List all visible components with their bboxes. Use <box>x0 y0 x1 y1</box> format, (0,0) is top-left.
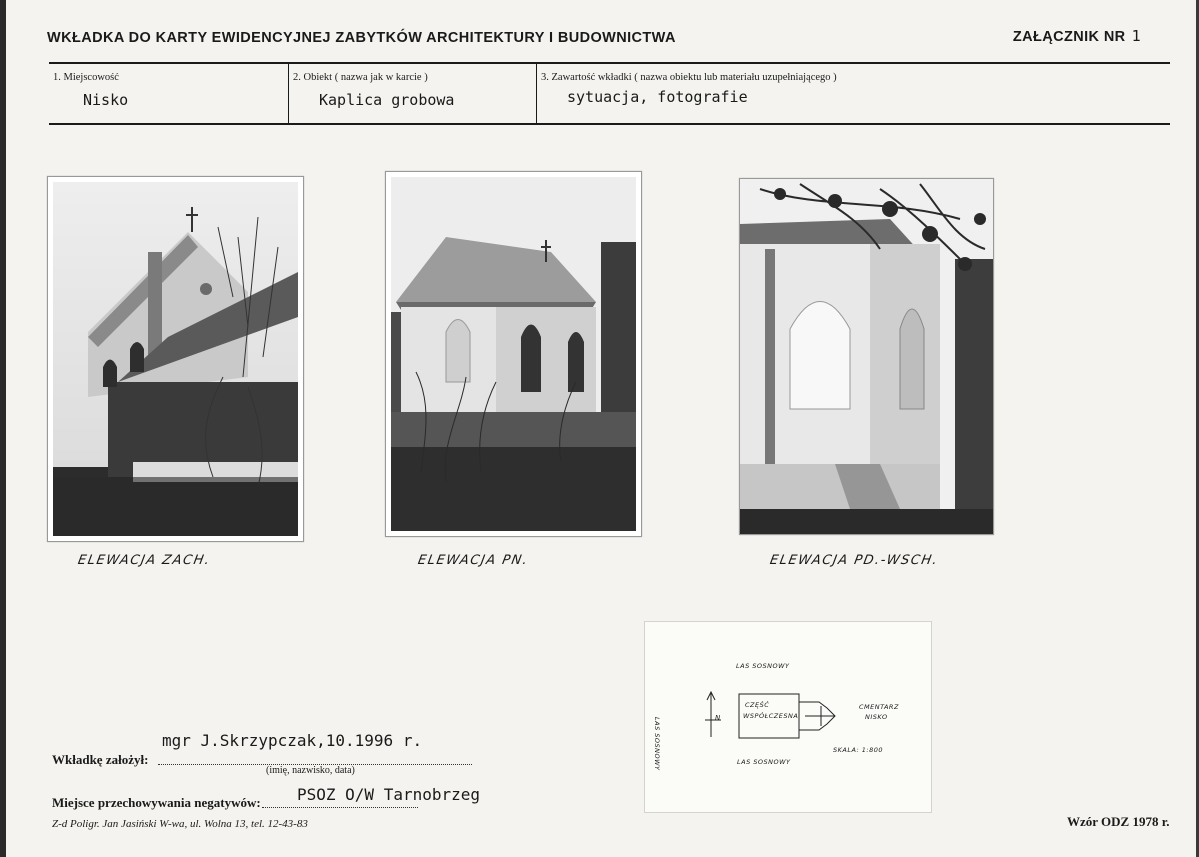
site-plan-north: N <box>715 714 721 722</box>
storage-value: PSOZ O/W Tarnobrzeg <box>297 785 481 804</box>
site-plan-right-label-1: CMENTARZ <box>859 703 899 711</box>
field-object-label: 2. Obiekt ( nazwa jak w karcie ) <box>293 72 428 83</box>
site-plan-top-label: LAS SOSNOWY <box>736 662 790 670</box>
author-value: mgr J.Skrzypczak,10.1996 r. <box>162 731 423 750</box>
caption-north-elevation: ELEWACJA PN. <box>416 553 530 568</box>
field-place-value: Nisko <box>83 91 129 109</box>
site-plan-scale: SKALA: 1:800 <box>833 746 884 754</box>
field-contents-value: sytuacja, fotografie <box>567 88 748 106</box>
site-plan-sketch <box>644 621 932 813</box>
annex-label: ZAŁĄCZNIK NR 1 <box>1012 27 1141 45</box>
site-plan-right-label-2: NISKO <box>865 713 888 721</box>
printer-info: Z-d Poligr. Jan Jasiński W-wa, ul. Wolna 13, tel. 12-43-83 <box>52 818 308 830</box>
header-fields-table <box>49 62 1170 125</box>
storage-label: Miejsce przechowywania negatywów: <box>52 795 261 810</box>
document-title: WKŁADKA DO KARTY EWIDENCYJNEJ ZABYTKÓW ARCHITEKTURY I BUDOWNICTWA <box>47 30 676 46</box>
author-hint: (imię, nazwisko, data) <box>266 765 355 776</box>
field-object-value: Kaplica grobowa <box>319 91 455 109</box>
field-object <box>288 64 536 123</box>
field-contents <box>536 64 1170 123</box>
field-place-label: 1. Miejscowość <box>53 72 119 83</box>
annex-number: 1 <box>1131 27 1141 45</box>
site-plan-building-label-1: CZĘŚĆ <box>745 701 770 709</box>
storage-dotted-line <box>262 806 418 808</box>
photo-west-elevation <box>47 176 304 542</box>
caption-southeast-elevation: ELEWACJA PD.-WSCH. <box>768 553 940 568</box>
form-code: Wzór ODZ 1978 r. <box>1067 814 1170 829</box>
photo-north-elevation <box>385 171 642 537</box>
scan-edge-left <box>0 0 6 857</box>
field-place <box>49 64 288 123</box>
caption-west-elevation: ELEWACJA ZACH. <box>76 553 212 568</box>
site-plan-bottom-label: LAS SOSNOWY <box>737 758 791 766</box>
photo-southeast-elevation <box>739 178 994 535</box>
author-label: Wkładkę założył: <box>52 752 149 767</box>
field-contents-label: 3. Zawartość wkładki ( nazwa obiektu lub materiału uzupełniającego ) <box>541 72 837 83</box>
site-plan-left-label: LAS SOSNOWY <box>653 717 661 771</box>
site-plan-building-label-2: WSPÓŁCZESNA <box>743 712 799 720</box>
